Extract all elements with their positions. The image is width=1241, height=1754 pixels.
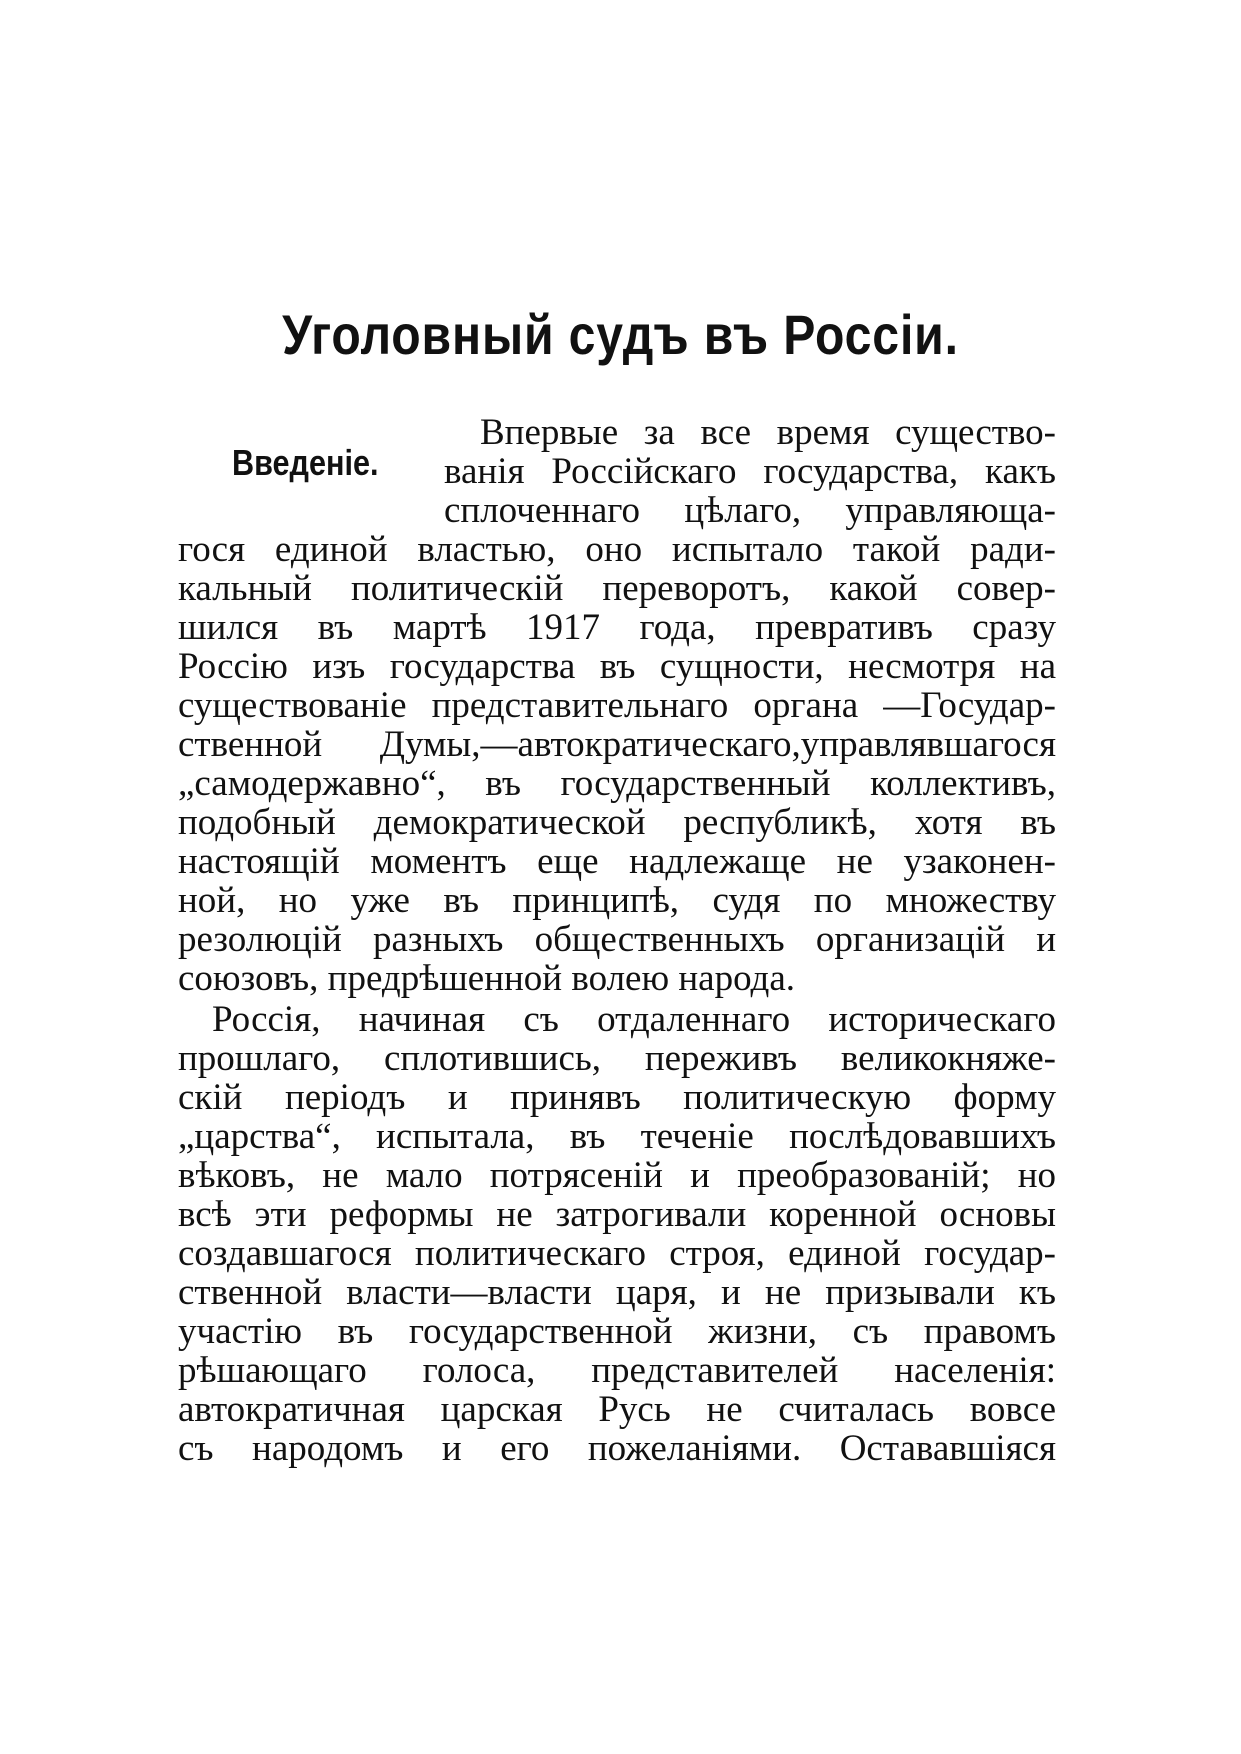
text-line: „самодержавно“, въ государственный коллективъ, xyxy=(178,764,1056,804)
text-line: участію въ государственной жизни, съ правомъ xyxy=(178,1312,1056,1352)
text-line: резолюцій разныхъ общественныхъ организацій и xyxy=(178,920,1056,960)
text-line: гося единой властью, оно испытало такой ради- xyxy=(178,530,1056,570)
text-line: кальный политическій переворотъ, какой совер- xyxy=(178,569,1056,609)
text-line: сплоченнаго цѣлаго, управляюща- xyxy=(444,491,1056,531)
text-line: всѣ эти реформы не затрогивали коренной основы xyxy=(178,1195,1056,1235)
text-line: прошлаго, сплотившись, переживъ великокняже- xyxy=(178,1039,1056,1079)
text-line: Россія, начиная съ отдаленнаго историческаго xyxy=(212,1000,1056,1040)
text-line: ной, но уже въ принципѣ, судя по множеству xyxy=(178,881,1056,921)
text-line: „царства“, испытала, въ теченіе послѣдовавшихъ xyxy=(178,1117,1056,1157)
text-line: вѣковъ, не мало потрясеній и преобразованій; но xyxy=(178,1156,1056,1196)
text-line: шился въ мартѣ 1917 года, превративъ сразу xyxy=(178,608,1056,648)
section-heading: Введеніе. xyxy=(232,442,379,483)
text-line: ванія Россійскаго государства, какъ xyxy=(444,452,1056,492)
page-title: Уголовный судъ въ Россіи. xyxy=(282,303,959,366)
text-line: скій періодъ и принявъ политическую форму xyxy=(178,1078,1056,1118)
text-line: ственной власти—власти царя, и не призывали къ xyxy=(178,1273,1056,1313)
text-line: Впервые за все время существо- xyxy=(480,413,1056,453)
text-line: существованіе представительнаго органа —Государ- xyxy=(178,686,1056,726)
text-line: ственной Думы,—автократическаго,управлявшагося xyxy=(178,725,1056,765)
text-line: союзовъ, предрѣшенной волею народа. xyxy=(178,959,796,999)
text-line: создавшагося политическаго строя, единой государ- xyxy=(178,1234,1056,1274)
text-line: автократичная царская Русь не считалась вовсе xyxy=(178,1390,1056,1430)
text-line: съ народомъ и его пожеланіями. Остававшіяся xyxy=(178,1429,1056,1469)
text-line: подобный демократической республикѣ, хотя въ xyxy=(178,803,1056,843)
text-line: рѣшающаго голоса, представителей населенія: xyxy=(178,1351,1056,1391)
text-line: Россію изъ государства въ сущности, несмотря на xyxy=(178,647,1056,687)
text-line: настоящій моментъ еще надлежаще не узаконен- xyxy=(178,842,1056,882)
